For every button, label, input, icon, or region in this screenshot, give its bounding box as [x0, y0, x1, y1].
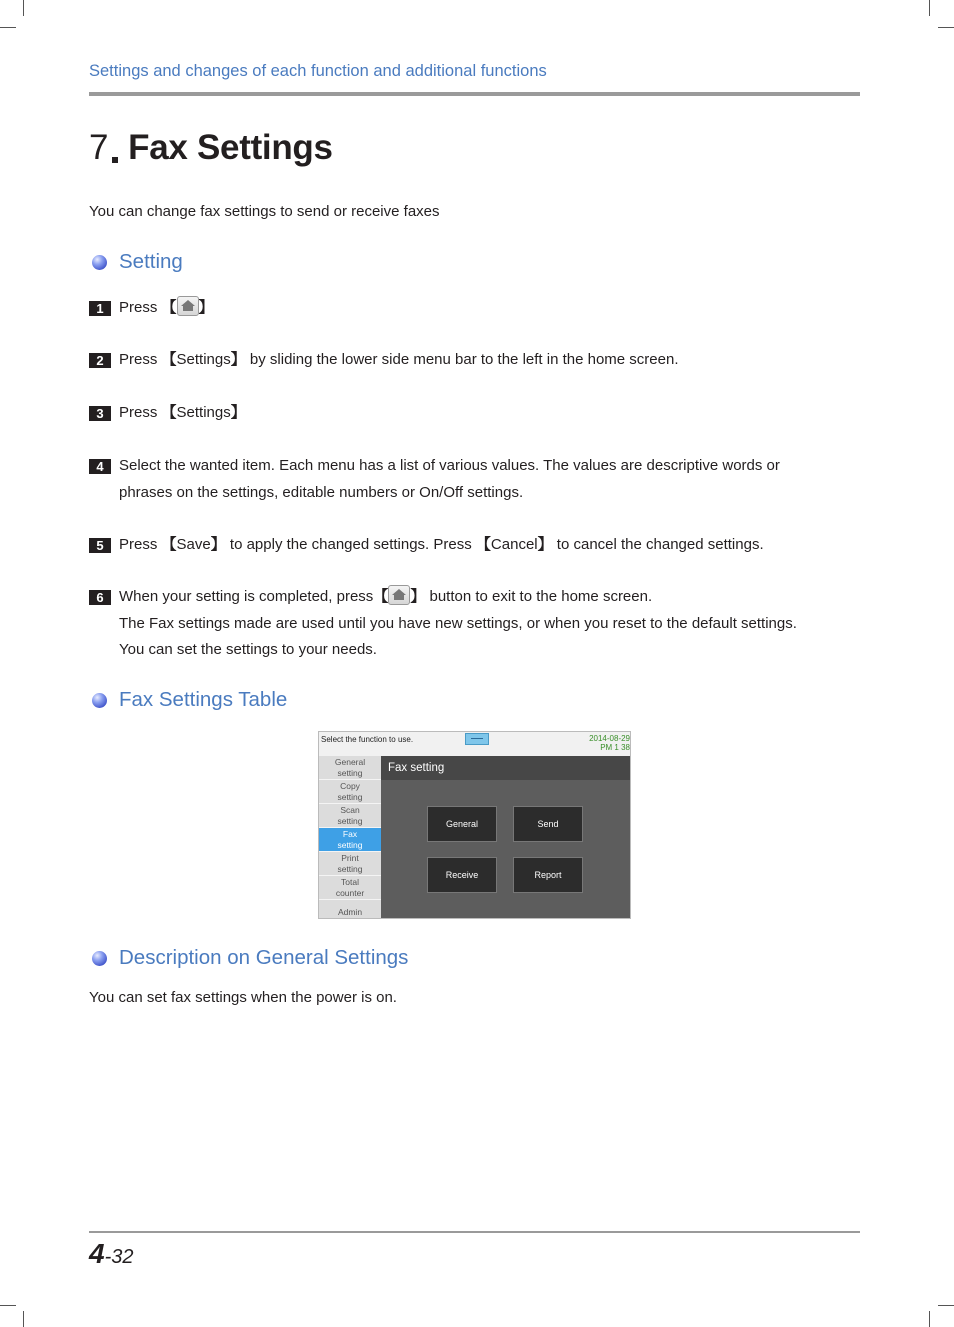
screen-prompt: Select the function to use.	[321, 735, 414, 744]
section-fax-settings-table	[92, 688, 287, 712]
crop-mark	[0, 27, 16, 28]
ui-term: Save	[176, 536, 211, 553]
footer-rule	[89, 1231, 860, 1233]
receive-button[interactable]: Receive	[427, 857, 497, 893]
chapter-title-text: Fax Settings	[128, 128, 333, 167]
step-3	[89, 400, 860, 427]
screen-datetime	[589, 734, 630, 752]
step-4	[89, 453, 860, 506]
bracket: 【	[161, 404, 177, 421]
home-icon	[177, 296, 199, 316]
home-icon	[388, 585, 410, 605]
fax-setting-panel	[381, 756, 631, 919]
screen-topbar	[319, 732, 631, 756]
chapter-title	[89, 128, 333, 168]
header-rule	[89, 92, 860, 96]
step-text: to apply the changed settings. Press	[225, 536, 476, 553]
menu-item-fax-setting[interactable]: Fax setting	[319, 828, 381, 852]
bracket: 】	[537, 536, 553, 553]
page-index: -32	[104, 1246, 134, 1268]
bracket: 】	[230, 351, 246, 368]
fax-setting-screenshot	[318, 731, 631, 919]
bracket: 【	[373, 588, 389, 605]
bracket: 】	[230, 404, 246, 421]
step-number: 1	[89, 301, 111, 316]
step-text: When your setting is completed, press	[119, 588, 374, 605]
step-text: Press	[119, 404, 162, 421]
section-title: Setting	[119, 250, 183, 273]
step-text: phrases on the settings, editable numbers or On/Off settings.	[119, 483, 524, 501]
step-text: The Fax settings made are used until you have new settings, or when you reset to the default settings.	[119, 614, 797, 632]
crop-mark	[23, 0, 24, 16]
step-text: Press	[119, 299, 162, 316]
ui-term: Settings	[176, 404, 231, 421]
step-2	[89, 347, 860, 374]
step-number: 6	[89, 590, 111, 605]
menu-item-total-counter[interactable]: Total counter	[319, 876, 381, 900]
bracket: 】	[410, 588, 426, 605]
bracket: 】	[210, 536, 226, 553]
panel-title: Fax setting	[381, 756, 631, 780]
step-text: button to exit to the home screen.	[425, 588, 653, 605]
step-text: Press	[119, 536, 162, 553]
chapter-number: 7	[89, 128, 109, 167]
bracket: 】	[198, 299, 214, 316]
screen-date: 2014-08-29	[589, 734, 630, 743]
bracket: 【	[475, 536, 491, 553]
chapter-dot	[112, 157, 118, 163]
section-general-settings	[92, 946, 408, 970]
step-number: 2	[89, 353, 111, 368]
screen-time: PM 1 38	[600, 743, 630, 752]
step-1	[89, 295, 860, 322]
step-number: 4	[89, 459, 111, 474]
crop-mark	[929, 0, 930, 16]
intro-text: You can change fax settings to send or receive faxes	[89, 203, 440, 220]
step-text: by sliding the lower side menu bar to the left in the home screen.	[245, 351, 679, 368]
crop-mark	[938, 27, 954, 28]
step-number: 5	[89, 538, 111, 553]
menu-item-copy-setting[interactable]: Copy setting	[319, 780, 381, 804]
page-number	[89, 1238, 133, 1270]
step-text: Press	[119, 351, 162, 368]
bracket: 【	[161, 351, 177, 368]
ui-term: Cancel	[490, 536, 538, 553]
section-setting	[92, 250, 183, 274]
sphere-bullet-icon	[92, 951, 107, 966]
running-header: Settings and changes of each function and additional functions	[89, 62, 547, 80]
section-title: Fax Settings Table	[119, 688, 288, 711]
sphere-bullet-icon	[92, 255, 107, 270]
bracket: 【	[161, 299, 177, 316]
menu-item-admin[interactable]: Admin	[319, 900, 381, 919]
section-title: Description on General Settings	[119, 946, 409, 969]
bracket: 【	[161, 536, 177, 553]
step-6	[89, 584, 860, 664]
sphere-bullet-icon	[92, 693, 107, 708]
page-chapter: 4	[89, 1238, 105, 1269]
crop-mark	[0, 1305, 16, 1306]
ui-term: Settings	[176, 351, 231, 368]
report-button[interactable]: Report	[513, 857, 583, 893]
drawer-handle-icon[interactable]	[465, 733, 489, 745]
step-number: 3	[89, 406, 111, 421]
crop-mark	[938, 1305, 954, 1306]
menu-item-general-setting[interactable]: General setting	[319, 756, 381, 780]
step-text: to cancel the changed settings.	[552, 536, 764, 553]
menu-item-print-setting[interactable]: Print setting	[319, 852, 381, 876]
step-5	[89, 532, 860, 559]
crop-mark	[23, 1311, 24, 1327]
step-text: You can set the settings to your needs.	[119, 641, 377, 658]
general-button[interactable]: General	[427, 806, 497, 842]
general-settings-text: You can set fax settings when the power is on.	[89, 989, 397, 1006]
menu-item-scan-setting[interactable]: Scan setting	[319, 804, 381, 828]
crop-mark	[929, 1311, 930, 1327]
send-button[interactable]: Send	[513, 806, 583, 842]
settings-menu	[319, 756, 381, 919]
step-text: Select the wanted item. Each menu has a list of various values. The values are descriptive words or	[119, 457, 780, 474]
